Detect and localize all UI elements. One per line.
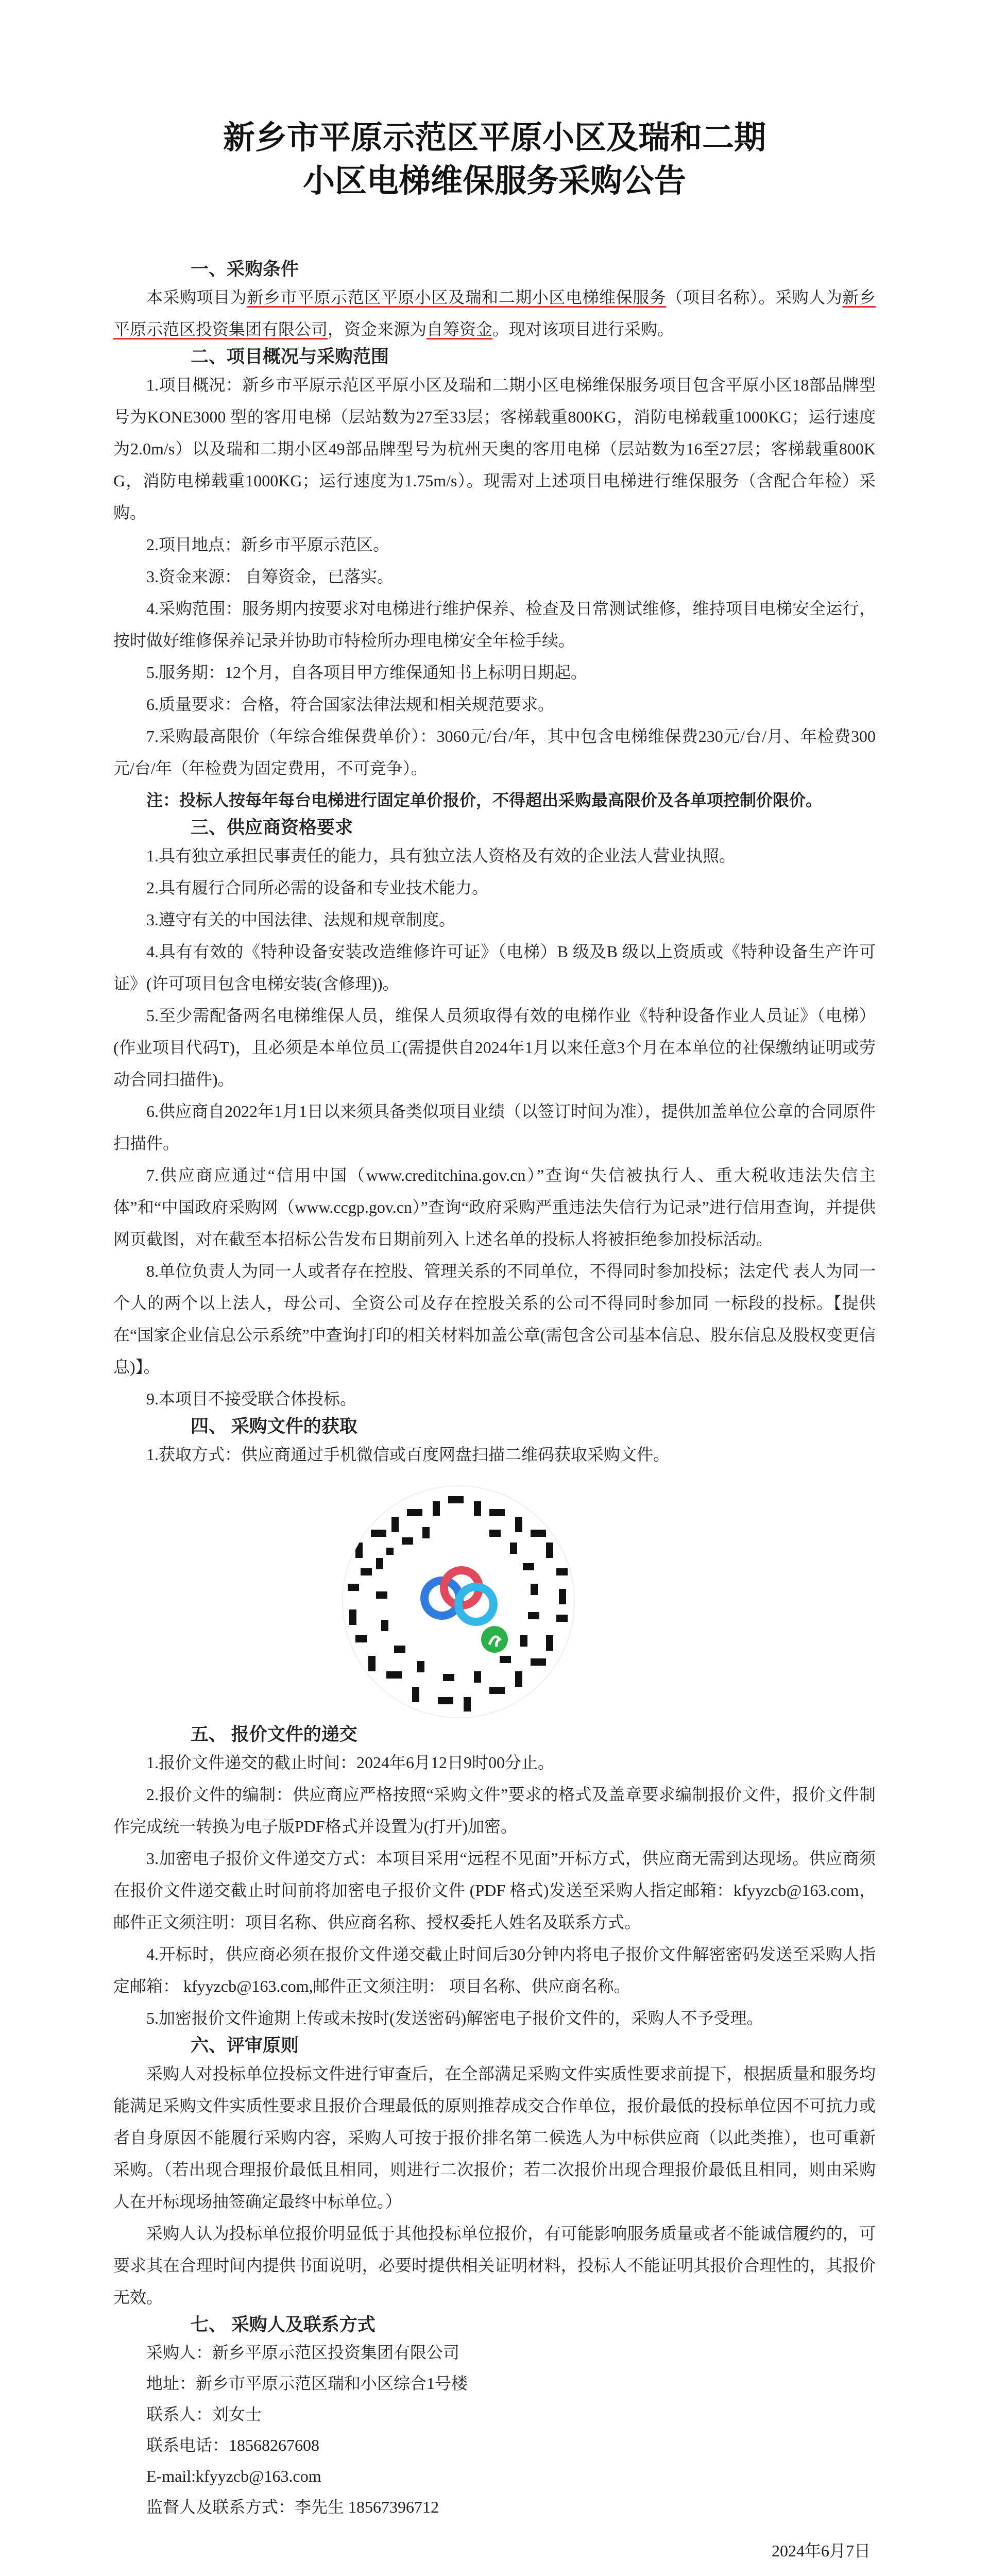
- qualification-9: 9.本项目不接受联合体投标。: [146, 1389, 357, 1408]
- supervisor-contact: 监督人及联系方式：李先生 18567396712: [146, 2498, 439, 2516]
- text: 。现对该项目进行采购。: [492, 320, 674, 338]
- contact-buyer: 采购人：新乡平原示范区投资集团有限公司: [146, 2343, 460, 2362]
- contact-phone[interactable]: 联系电话：18568267608: [146, 2436, 320, 2454]
- contact-person: 联系人：刘女士: [146, 2405, 262, 2424]
- section-heading-6: 六、评审原则: [191, 2036, 299, 2056]
- procurement-scope: 4.采购范围：服务期内按要求对电梯进行维护保养、检查及日常测试维修，维持项目电梯安全运行，按时做好维修保养记录并协助市特检所办理电梯安全年检手续。: [113, 599, 876, 650]
- service-period: 5.服务期：12个月，自各项目甲方维保通知书上标明日期起。: [146, 663, 588, 682]
- page-title-line1: 新乡市平原示范区平原小区及瑞和二期: [223, 118, 766, 156]
- decryption-instructions: 4.开标时，供应商必须在报价文件递交截止时间后30分钟内将电子报价文件解密密码发送至采购人指定邮箱： kfyyzcb@163.com,邮件正文须注明： 项目名称、供应商名称。: [113, 1945, 876, 1995]
- qualification-2: 2.具有履行合同所必需的设备和专业技术能力。: [146, 878, 489, 897]
- qualification-1: 1.具有独立承担民事责任的能力，具有独立法人资格及有效的企业法人营业执照。: [146, 846, 736, 865]
- late-submission-rule: 5.加密报价文件逾期上传或未按时(发送密码)解密电子报价文件的，采购人不予受理。: [146, 2009, 763, 2027]
- bid-note: 注：投标人按每年每台电梯进行固定单价报价，不得超出采购最高限价及各单项控制价限价。: [146, 791, 823, 809]
- qr-code[interactable]: [325, 1481, 592, 1723]
- evaluation-principle-1: 采购人对投标单位投标文件进行审查后，在全部满足采购文件实质性要求前提下，根据质量和服务均能满足采购文件实质性要求且报价合理最低的原则推荐成交合作单位，报价最低的投标单位因不可抗力或者自身原因不能履行采购内容，采购人可按于报价排名第二候选人为中标供应商（以此类推），也可重新采购。（若出现合理报价最低且相同，则进行二次报价；若二次报价出现合理报价最低且相同，则由采购人在开标现场抽签确定最终中标单位。）: [113, 2064, 876, 2211]
- buyer-name: 新乡平原示范区投资集团有限公司: [113, 288, 876, 338]
- contact-email[interactable]: E-mail:kfyyzcb@163.com: [146, 2467, 321, 2485]
- document-acquisition: 1.获取方式：供应商通过手机微信或百度网盘扫描二维码获取采购文件。: [146, 1445, 670, 1464]
- qr-code-graphic: [325, 1481, 592, 1723]
- text: 本采购项目为: [146, 288, 247, 307]
- page-title-line2: 小区电梯维保服务采购公告: [302, 162, 686, 199]
- project-name: 新乡市平原示范区平原小区及瑞和二期小区电梯维保服务: [247, 288, 667, 307]
- text: ，资金来源为: [328, 320, 427, 338]
- fund-source: 自筹资金: [427, 320, 493, 338]
- fund-source-item: 3.资金来源： 自筹资金，已落实。: [146, 567, 394, 586]
- quality-requirement: 6.质量要求：合格，符合国家法律法规和相关规范要求。: [146, 695, 555, 714]
- qualification-7: 7.供应商应通过“信用中国（www.creditchina.gov.cn）”查询“失信被执行人、重大税收违法失信主体”和“中国政府采购网（www.ccgp.gov.cn）”查询“政府采购严重违法失信行为记录”进行信用查询，并提供网页截图，对在截至本招标公告发布日期前列入上述名单的投标人将被拒绝参加投标活动。: [113, 1166, 876, 1248]
- section-heading-5: 五、 报价文件的递交: [191, 1724, 357, 1744]
- price-cap: 7.采购最高限价（年综合维保费单价）：3060元/台/年，其中包含电梯维保费230元/台/月、年检费300元/台/年（年检费为固定费用，不可竞争）。: [113, 727, 876, 777]
- section-heading-2: 二、项目概况与采购范围: [191, 347, 389, 367]
- section-heading-4: 四、 采购文件的获取: [191, 1416, 357, 1436]
- section-heading-1: 一、采购条件: [191, 259, 299, 279]
- submission-method: 3.加密电子报价文件递交方式：本项目采用“远程不见面”开标方式，供应商无需到达现场。供应商须在报价文件递交截止时间前将加密电子报价文件 (PDF 格式)发送至采购人指定邮箱：kfyyzcb@163.com，邮件正文须注明：项目名称、供应商名称、授权委托人姓名及联系方式。: [113, 1849, 876, 1931]
- bid-preparation: 2.报价文件的编制：供应商应严格按照“采购文件”要求的格式及盖章要求编制报价文件，报价文件制作完成统一转换为电子版PDF格式并设置为(打开)加密。: [113, 1785, 876, 1836]
- project-location: 2.项目地点：新乡市平原示范区。: [146, 535, 390, 554]
- contact-address: 地址：新乡市平原示范区瑞和小区综合1号楼: [146, 2374, 468, 2393]
- qualification-5: 5.至少需配备两名电梯维保人员，维保人员须取得有效的电梯作业《特种设备作业人员证》（电梯）(作业项目代码T)，且必须是本单位员工(需提供自2024年1月以来任意3个月在本单位的社保缴纳证明或劳动合同扫描件)。: [113, 1006, 876, 1089]
- qualification-8: 8.单位负责人为同一人或者存在控股、管理关系的不同单位，不得同时参加投标；法定代 表人为同一个人的两个以上法人，母公司、全资公司及存在控股关系的公司不得同时参加同 一标段的投标。【提供在“国家企业信息公示系统”中查询打印的相关材料加盖公章(需包含公司基本信息、股东信息及股权变更信息)】。: [113, 1262, 876, 1376]
- section-1-paragraph: [113, 281, 876, 345]
- qualification-3: 3.遵守有关的中国法律、法规和规章制度。: [146, 910, 456, 929]
- title-block: [113, 0, 876, 258]
- announcement-page: [113, 0, 876, 2569]
- qualification-4: 4.具有有效的《特种设备安装改造维修许可证》（电梯）B 级及B 级以上资质或《特种设备生产许可证》(许可项目包含电梯安装(含修理))。: [113, 942, 876, 993]
- evaluation-principle-2: 采购人认为投标单位报价明显低于其他投标单位报价，有可能影响服务质量或者不能诚信履约的，可要求其在合理时间内提供书面说明，必要时提供相关证明材料，投标人不能证明其报价合理性的，其报价无效。: [113, 2224, 876, 2307]
- project-overview: 1.项目概况：新乡市平原示范区平原小区及瑞和二期小区电梯维保服务项目包含平原小区18部品牌型号为KONE3000 型的客用电梯（层站数为27至33层；客梯载重800KG，消防电梯载重1000KG；运行速度为2.0m/s）以及瑞和二期小区49部品牌型号为杭州天奥的客用电梯（层站数为16至27层；客梯载重800KG，消防电梯载重1000KG；运行速度为1.75m/s）。现需对上述项目电梯进行维保服务（含配合年检）采购。: [113, 376, 876, 522]
- publish-date: 2024年6月7日: [771, 2541, 871, 2560]
- submission-deadline: 1.报价文件递交的截止时间：2024年6月12日9时00分止。: [146, 1753, 555, 1772]
- section-heading-7: 七、 采购人及联系方式: [191, 2315, 376, 2335]
- text: （项目名称）。采购人为: [666, 288, 843, 307]
- qualification-6: 6.供应商自2022年1月1日以来须具备类似项目业绩（以签订时间为准），提供加盖单位公章的合同原件扫描件。: [113, 1102, 876, 1153]
- section-heading-3: 三、供应商资格要求: [191, 818, 353, 838]
